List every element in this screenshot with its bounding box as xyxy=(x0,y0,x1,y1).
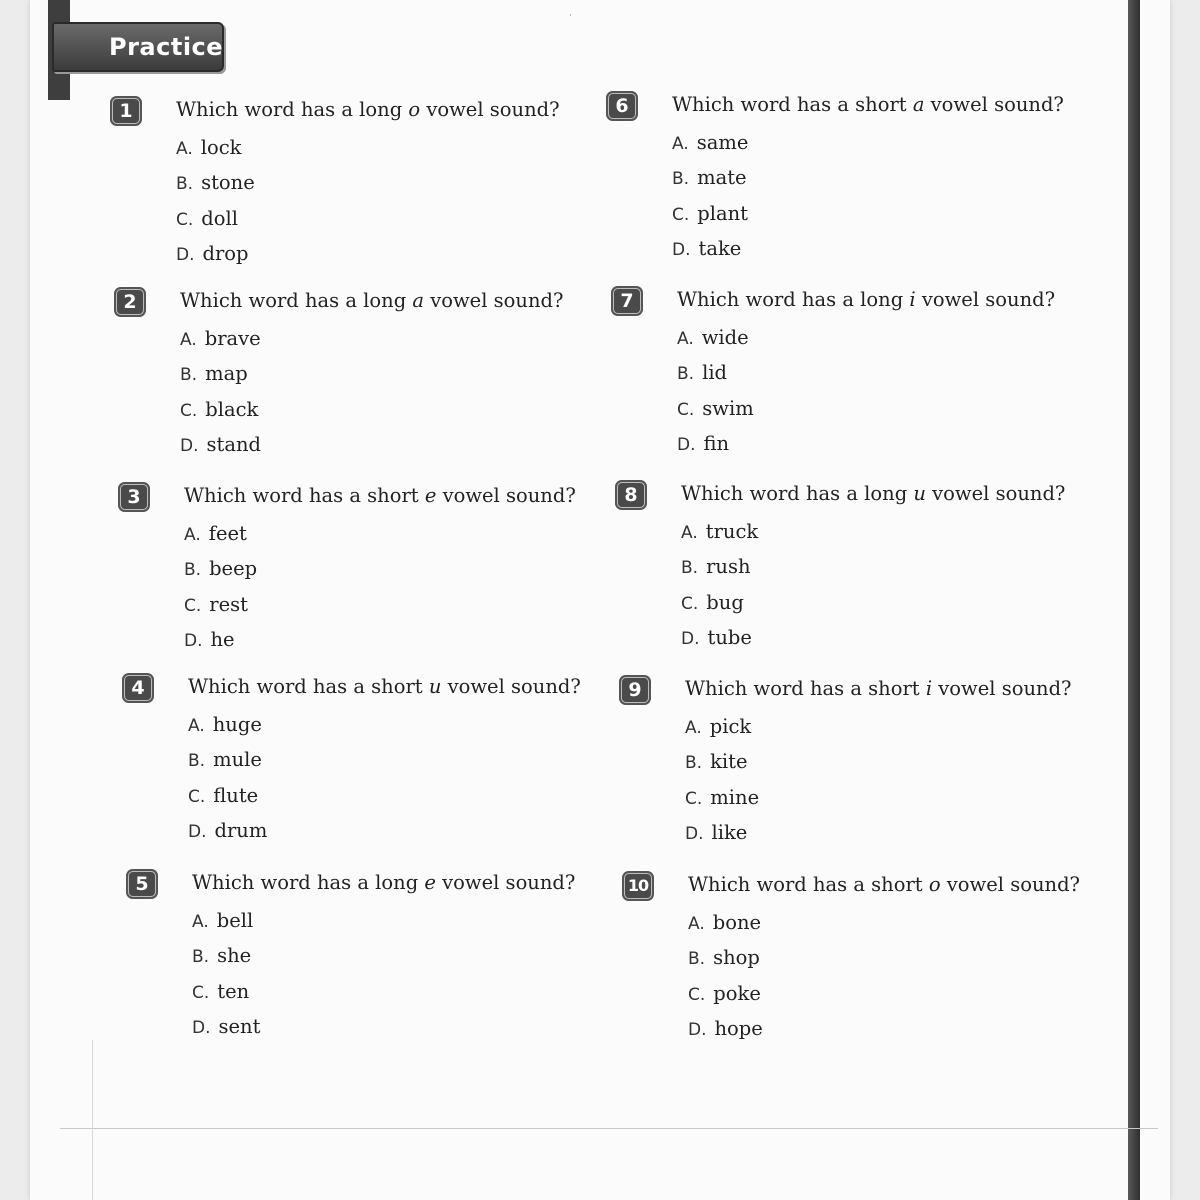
answer-options xyxy=(176,134,255,275)
option-b[interactable]: B. lid xyxy=(677,361,728,385)
option-b[interactable]: B. she xyxy=(192,944,252,968)
answer-options xyxy=(188,711,267,852)
option-b[interactable]: B. stone xyxy=(176,171,255,195)
option-d[interactable]: D. sent xyxy=(192,1014,261,1038)
question-prompt: Which word has a long e vowel sound? xyxy=(192,871,576,894)
question-number: 8 xyxy=(615,480,647,510)
question-prompt: Which word has a long a vowel sound? xyxy=(180,289,564,312)
option-b[interactable]: B. map xyxy=(180,362,248,386)
scan-mark: ˙ xyxy=(568,14,573,25)
option-a[interactable]: A. brave xyxy=(180,327,261,350)
question-number: 9 xyxy=(619,675,651,705)
margin-line xyxy=(92,1040,93,1200)
question-prompt: Which word has a short i vowel sound? xyxy=(685,677,1072,700)
option-a[interactable]: A. truck xyxy=(681,520,759,543)
option-b[interactable]: B. kite xyxy=(685,750,748,774)
question-number: 5 xyxy=(126,869,158,899)
option-d[interactable]: D. he xyxy=(184,627,235,651)
option-c[interactable]: C. swim xyxy=(677,396,754,420)
option-b[interactable]: B. shop xyxy=(688,946,760,970)
question-number: 10 xyxy=(622,871,654,901)
option-d[interactable]: D. tube xyxy=(681,625,752,649)
answer-options xyxy=(685,713,759,854)
option-a[interactable]: A. wide xyxy=(677,326,749,349)
option-b[interactable]: B. mule xyxy=(188,748,262,772)
option-b[interactable]: B. mate xyxy=(672,166,747,190)
option-c[interactable]: C. ten xyxy=(192,979,250,1003)
option-c[interactable]: C. doll xyxy=(176,206,238,230)
worksheet-page xyxy=(30,0,1170,1200)
question-prompt: Which word has a short a vowel sound? xyxy=(672,93,1064,116)
option-d[interactable]: D. take xyxy=(672,236,742,260)
option-a[interactable]: A. pick xyxy=(685,715,752,738)
option-d[interactable]: D. hope xyxy=(688,1016,763,1040)
question-prompt: Which word has a short o vowel sound? xyxy=(688,873,1081,896)
question-prompt: Which word has a long i vowel sound? xyxy=(677,288,1056,311)
question-number: 4 xyxy=(122,673,154,703)
question-number: 1 xyxy=(110,96,142,126)
option-c[interactable]: C. poke xyxy=(688,981,761,1005)
answer-options xyxy=(672,129,748,270)
option-c[interactable]: C. flute xyxy=(188,783,259,807)
option-d[interactable]: D. stand xyxy=(180,432,262,456)
question-prompt: Which word has a long o vowel sound? xyxy=(176,98,560,121)
option-b[interactable]: B. beep xyxy=(184,557,258,581)
option-d[interactable]: D. fin xyxy=(677,431,730,455)
option-c[interactable]: C. bug xyxy=(681,590,744,614)
right-margin-bar xyxy=(1128,0,1140,1200)
option-c[interactable]: C. black xyxy=(180,397,259,421)
option-d[interactable]: D. drum xyxy=(188,818,268,842)
question-number: 3 xyxy=(118,482,150,512)
answer-options xyxy=(180,325,261,466)
question-number: 2 xyxy=(114,287,146,317)
answer-options xyxy=(192,907,260,1048)
option-a[interactable]: A. bone xyxy=(688,911,762,934)
practice-header: Practice xyxy=(52,22,224,72)
answer-options xyxy=(184,520,257,661)
option-a[interactable]: A. huge xyxy=(188,713,262,736)
answer-options xyxy=(688,909,763,1050)
option-b[interactable]: B. rush xyxy=(681,555,751,579)
answer-options xyxy=(681,518,758,659)
question-number: 7 xyxy=(611,286,643,316)
option-a[interactable]: A. bell xyxy=(192,909,254,932)
option-a[interactable]: A. same xyxy=(672,131,749,154)
option-d[interactable]: D. like xyxy=(685,820,748,844)
option-d[interactable]: D. drop xyxy=(176,241,249,265)
option-a[interactable]: A. feet xyxy=(184,522,247,545)
question-prompt: Which word has a short u vowel sound? xyxy=(188,675,581,698)
question-number: 6 xyxy=(606,91,638,121)
question-prompt: Which word has a long u vowel sound? xyxy=(681,482,1066,505)
option-c[interactable]: C. mine xyxy=(685,785,760,809)
option-c[interactable]: C. rest xyxy=(184,592,248,616)
option-c[interactable]: C. plant xyxy=(672,201,749,225)
page-divider xyxy=(60,1128,1158,1129)
option-a[interactable]: A. lock xyxy=(176,136,242,159)
answer-options xyxy=(677,324,754,465)
question-prompt: Which word has a short e vowel sound? xyxy=(184,484,576,507)
